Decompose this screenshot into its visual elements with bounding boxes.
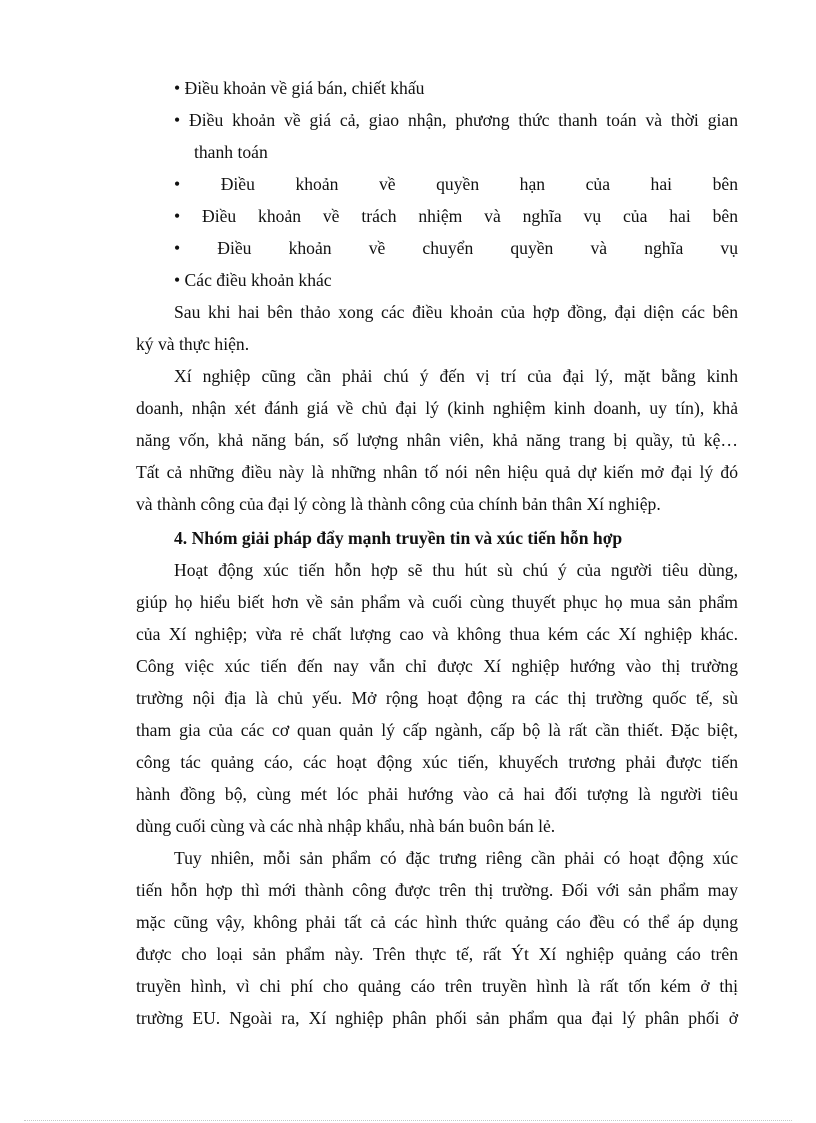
paragraph-line: mặc cũng vậy, không phải tất cả các hình thức quảng cáo đều có thể áp dụng <box>136 912 738 932</box>
paragraph-line: được cho loại sản phẩm này. Trên thực tế, rất Ýt Xí nghiệp quảng cáo trên <box>136 944 738 964</box>
paragraph-line: công tác quảng cáo, các hoạt động xúc tiến, khuyếch trương phải được tiến <box>136 752 738 772</box>
bullet-item-payment-terms-cont: thanh toán <box>194 142 268 162</box>
paragraph-line: dùng cuối cùng và các nhà nhập khẩu, nhà bán buôn bán lẻ. <box>136 816 556 836</box>
bullet-item-other: • Các điều khoản khác <box>174 270 332 290</box>
paragraph-line: ký và thực hiện. <box>136 334 250 354</box>
bullet-item-rights: • Điều khoản về quyền hạn của hai bên <box>174 174 738 194</box>
bullet-item-responsibilities: • Điều khoản về trách nhiệm và nghĩa vụ của hai bên <box>174 206 738 226</box>
paragraph-line: Tuy nhiên, mỗi sản phẩm có đặc trưng riêng cần phải có hoạt động xúc <box>174 848 738 868</box>
page-bottom-divider <box>24 1120 792 1121</box>
paragraph-line: tham gia của các cơ quan quản lý cấp ngành, cấp bộ là rất cần thiết. Đặc biệt, <box>136 720 738 740</box>
paragraph-line: trường nội địa là chủ yếu. Mở rộng hoạt động ra các thị trường quốc tế, sù <box>136 688 738 708</box>
paragraph-line: doanh, nhận xét đánh giá về chủ đại lý (kinh nghiệm kinh doanh, uy tín), khả <box>136 398 738 418</box>
bullet-item-transfer: • Điều khoản về chuyển quyền và nghĩa vụ <box>174 238 738 258</box>
section-heading: 4. Nhóm giải pháp đẩy mạnh truyền tin và xúc tiến hỗn hợp <box>174 528 623 548</box>
paragraph-line: Hoạt động xúc tiến hỗn hợp sẽ thu hút sù chú ý của người tiêu dùng, <box>174 560 738 580</box>
document-body <box>136 72 738 1034</box>
paragraph-line: trường EU. Ngoài ra, Xí nghiệp phân phối sản phẩm qua đại lý phân phối ở <box>136 1008 738 1028</box>
paragraph-line: Tất cả những điều này là những nhân tố nói nên hiệu quả dự kiến mở đại lý đó <box>136 462 738 482</box>
paragraph-line: của Xí nghiệp; vừa rẻ chất lượng cao và không thua kém các Xí nghiệp khác. <box>136 624 738 644</box>
paragraph-line: Sau khi hai bên thảo xong các điều khoản của hợp đồng, đại diện các bên <box>174 302 738 322</box>
paragraph-line: hành đồng bộ, cùng mét lóc phải hướng vào cả hai đối tượng là người tiêu <box>136 784 738 804</box>
paragraph-line: năng vốn, khả năng bán, số lượng nhân viên, khả năng trang bị quầy, tủ kệ… <box>136 430 738 450</box>
paragraph-line: tiến hỗn hợp thì mới thành công được trên thị trường. Đối với sản phẩm may <box>136 880 738 900</box>
paragraph-line: Xí nghiệp cũng cần phải chú ý đến vị trí của đại lý, mặt bằng kinh <box>174 366 738 386</box>
bullet-item-price-discount: • Điều khoản về giá bán, chiết khấu <box>174 78 425 98</box>
paragraph-line: truyền hình, vì chi phí cho quảng cáo trên truyền hình là rất tốn kém ở thị <box>136 976 738 996</box>
paragraph-line: giúp họ hiểu biết hơn về sản phẩm và cuối cùng thuyết phục họ mua sản phẩm <box>136 592 738 612</box>
paragraph-line: và thành công của đại lý còng là thành công của chính bản thân Xí nghiệp. <box>136 494 661 514</box>
bullet-item-payment-terms: • Điều khoản về giá cả, giao nhận, phương thức thanh toán và thời gian <box>174 110 738 130</box>
paragraph-line: Công việc xúc tiến đến nay vẫn chỉ được Xí nghiệp hướng vào thị trường <box>136 656 738 676</box>
